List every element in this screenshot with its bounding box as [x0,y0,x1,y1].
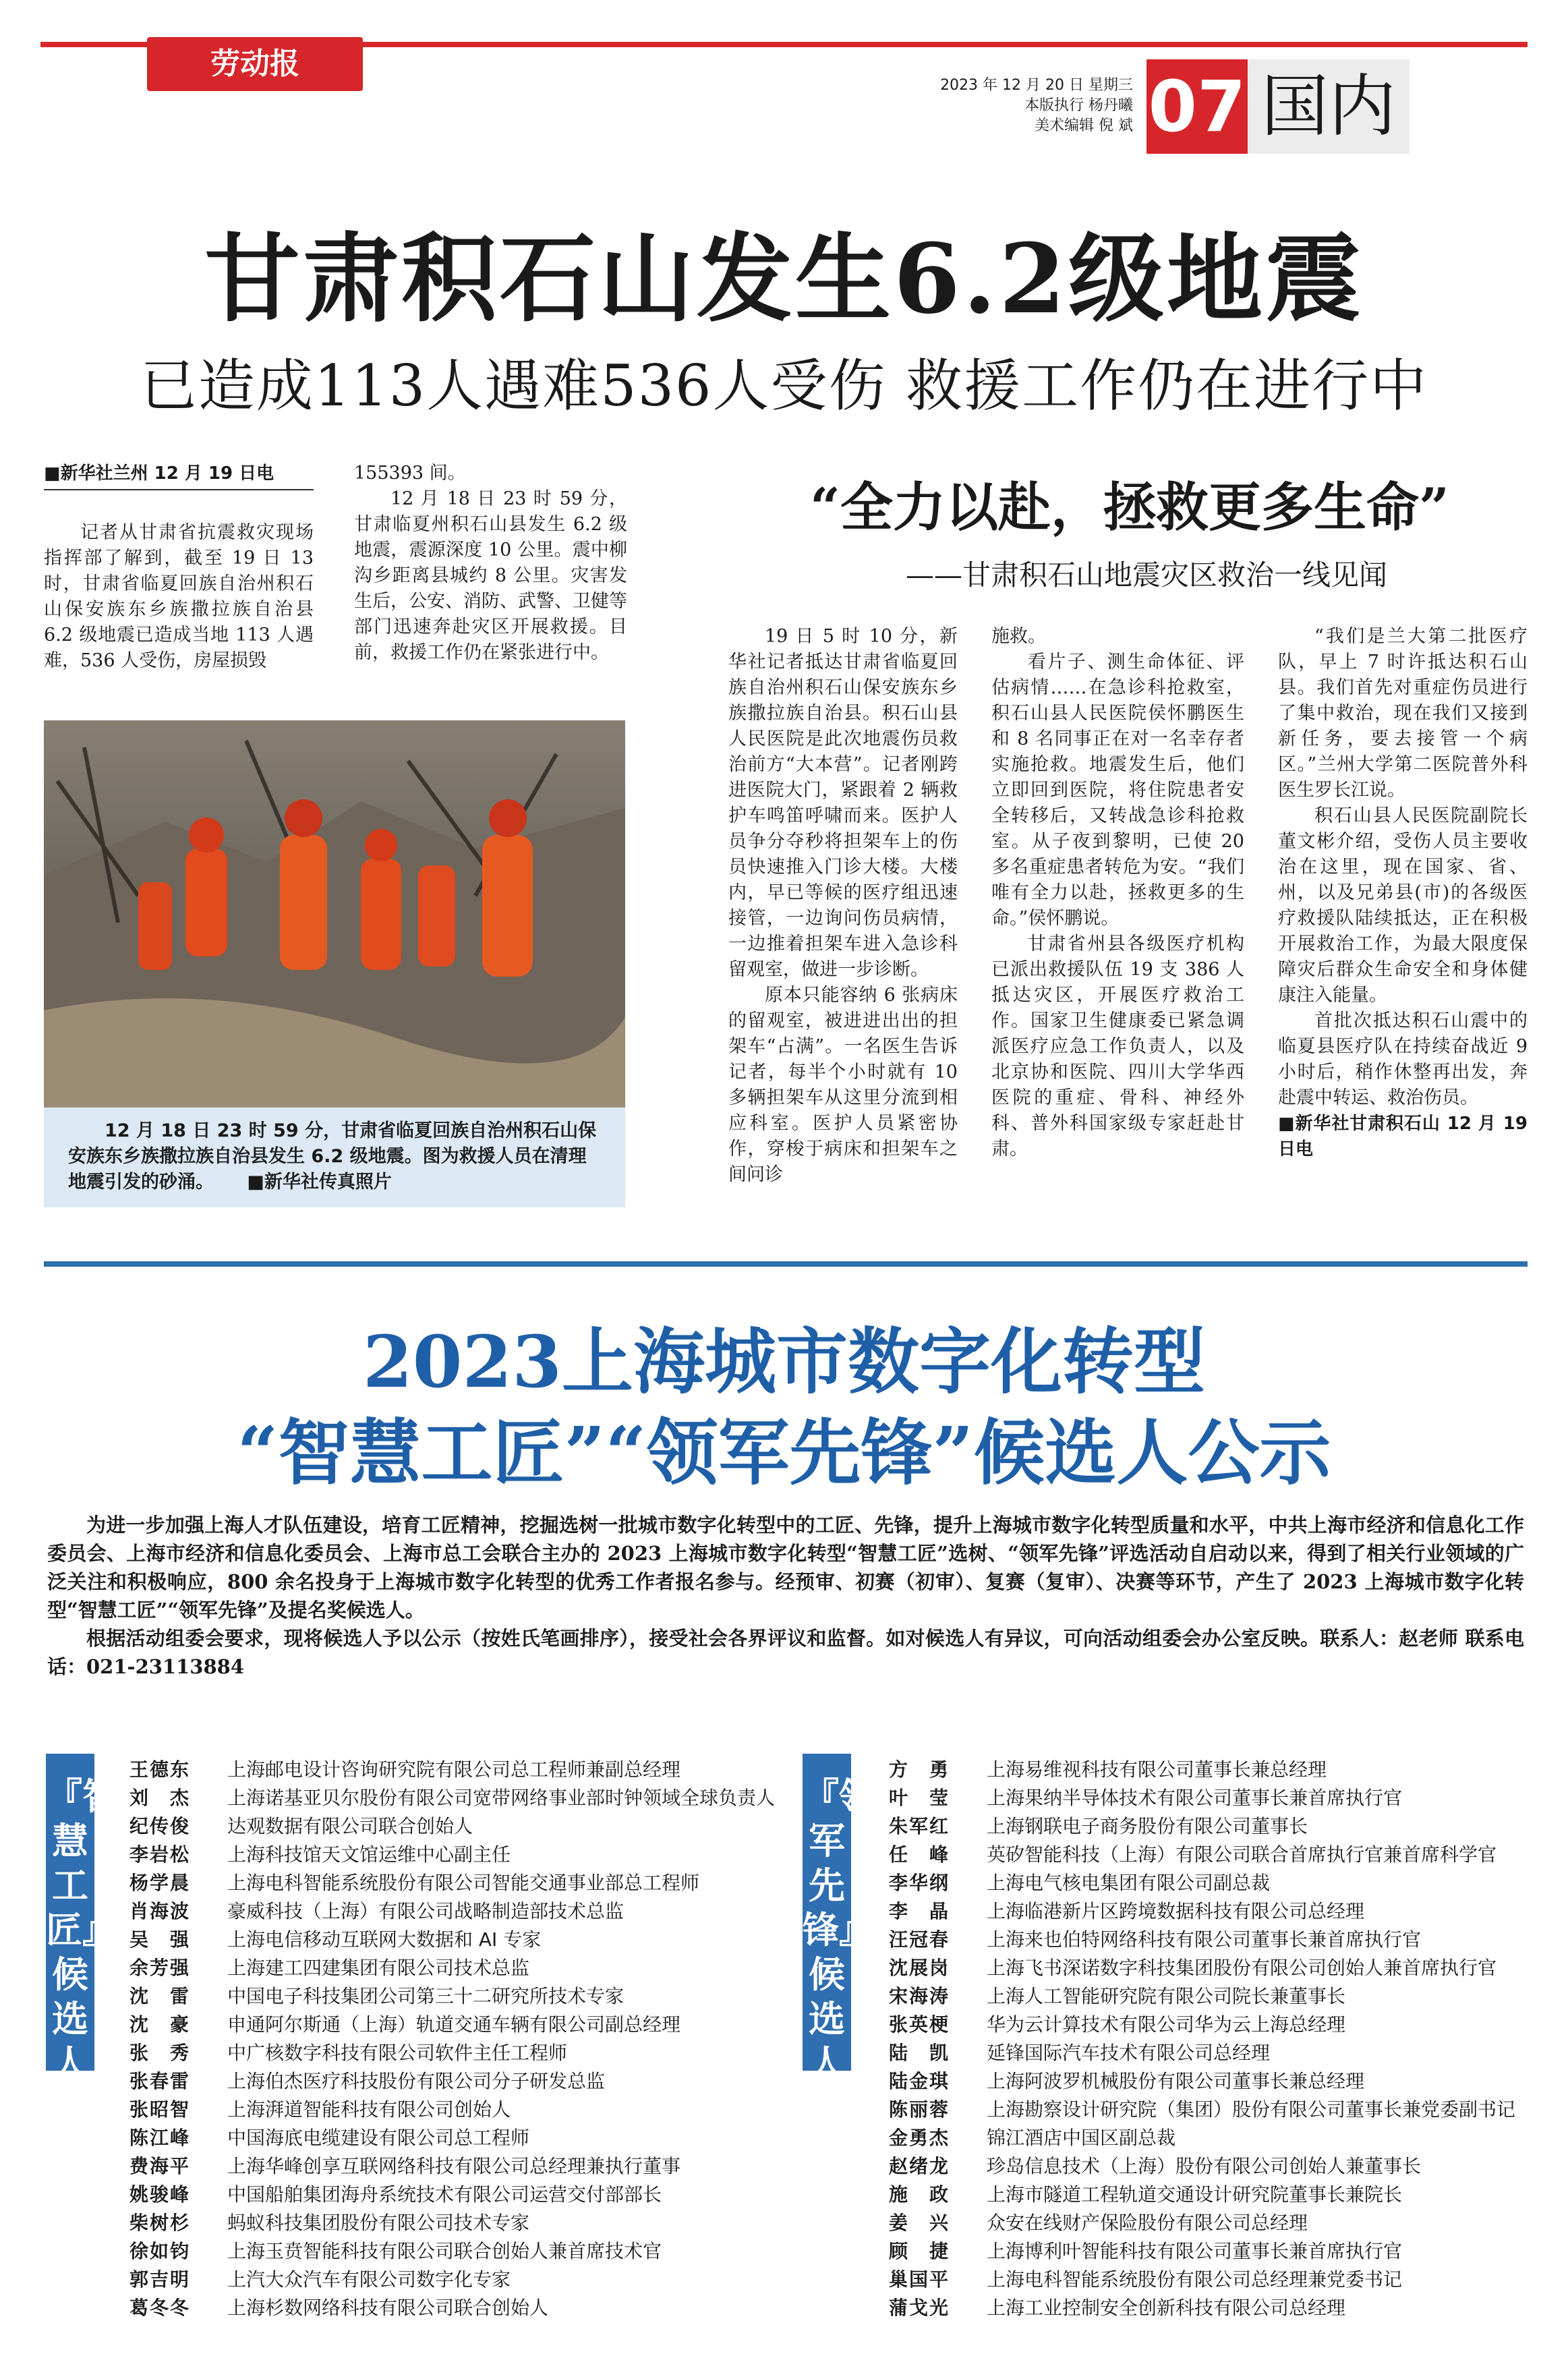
pioneer-leader-list [889,1756,1550,2329]
candidate-name: 任 峰 [889,1843,950,1866]
candidate-organization: 中国电子科技集团公司第三十二研究所技术专家 [227,1985,625,2007]
feature-col2-p3: 甘肃省州县各级医疗机构已派出救援队伍 19 支 386 人抵达灾区，开展医疗救治工作。国家卫生健康委已紧急调派医疗应急工作负责人，以及北京协和医院、四川大学华西医院的重症、骨科、神经外科、普外科国家级专家赶赴甘肃。 [991,933,1244,1159]
candidate-name: 郭吉明 [129,2268,191,2291]
feature-col2-p1: 施救。 [991,626,1046,647]
candidate-organization: 豪威科技（上海）有限公司战略制造部技术总监 [227,1900,625,1922]
candidate-organization: 上海电科智能系统股份有限公司总经理兼党委书记 [987,2268,1403,2291]
photo-caption [68,1118,601,1195]
candidate-organization: 中国船舶集团海舟系统技术有限公司运营交付部部长 [227,2183,662,2206]
feature-col3-p1: “我们是兰大第二批医疗队，早上 7 时许抵达积石山县。我们首先对重症伤员进行了集中救治，现在我们又接到新任务，要去接管一个病区。”兰州大学第二医院普外科医生罗长江说。 [1278,626,1528,801]
candidate-organization: 上海建工四建集团有限公司技术总监 [227,1957,530,1979]
candidate-name: 纪传俊 [129,1815,191,1837]
main-col2-p2: 12 月 18 日 23 时 59 分，甘肃临夏州积石山县发生 6.2 级地震，震源深度 10 公里。震中柳沟乡距离县城约 8 公里。灾害发生后，公安、消防、武警、卫健等部门迅速奔赴灾区开展救援。目前，救援工作仍在紧张进行中。 [354,488,627,663]
candidate-name: 李华纲 [889,1872,950,1894]
label-smart-craftsman: 『智慧工匠』候选人 [46,1754,94,2071]
candidate-organization: 上海电信移动互联网大数据和 AI 专家 [227,1928,542,1951]
candidate-organization: 上海华峰创享互联网络科技有限公司总经理兼执行董事 [227,2155,681,2177]
candidate-name: 徐如钧 [129,2240,191,2262]
candidate-organization: 上海邮电设计咨询研究院有限公司总工程师兼副总经理 [227,1758,681,1781]
candidate-name: 方 勇 [889,1758,950,1781]
main-story-col2 [354,461,627,666]
main-headline: 甘肃积石山发生6.2级地震 [204,223,1364,335]
candidate-name: 陈丽蓉 [889,2098,950,2121]
photo-caption-box [44,1108,625,1207]
main-dateline: ■新华社兰州 12 月 19 日电 [44,461,314,490]
announcement-title-line1: 2023上海城市数字化转型 [362,1319,1206,1404]
feature-title: “全力以赴，拯救更多生命” [810,477,1449,538]
photo-caption-text: 12 月 18 日 23 时 59 分，甘肃省临夏回族自治州积石山保安族东乡族撒拉族自治县发生 6.2 级地震。图为救援人员在清理地震引发的砂涌。 [68,1120,597,1193]
feature-col1-p1: 19 日 5 时 10 分，新华社记者抵达甘肃省临夏回族自治州积石山保安族东乡族撒拉族自治县。积石山县人民医院是此次地震伤员救治前方“大本营”。记者刚跨进医院大门，紧跟着 2 辆救护车鸣笛呼啸而来。医护人员争分夺秒将担架车上的伤员快速推入门诊大楼。大楼内，早已等候的医疗组迅速接管，一边询问伤员病情，一边推着担架车进入急诊科留观室，做进一步诊断。 [728,626,958,980]
candidate-organization: 上海湃道智能科技有限公司创始人 [227,2098,511,2121]
announcement-intro [47,1511,1524,1681]
candidate-name: 张春雷 [129,2070,191,2092]
candidate-organization: 申通阿尔斯通（上海）轨道交通车辆有限公司副总经理 [227,2013,681,2036]
candidate-organization: 上海玉贲智能科技有限公司联合创始人兼首席技术官 [227,2240,662,2262]
candidate-name: 朱军红 [889,1815,950,1837]
main-story-col1 [44,461,314,674]
candidate-name: 张 秀 [129,2042,191,2064]
art-editor: 美术编辑 倪 斌 [1035,117,1133,134]
candidate-name: 肖海波 [129,1900,191,1922]
date-block [931,76,1133,136]
candidate-name: 金勇杰 [889,2127,950,2149]
candidate-name: 蒲戈光 [889,2297,950,2319]
issue-date: 2023 年 12 月 20 日 星期三 [940,77,1133,94]
section-divider [44,1261,1528,1267]
candidate-organization: 众安在线财产保险股份有限公司总经理 [987,2212,1308,2234]
earthquake-rescue-photo [44,720,625,1108]
candidate-name: 李岩松 [129,1843,191,1866]
feature-col3-p2: 积石山县人民医院副院长董文彬介绍，受伤人员主要收治在这里，现在国家、省、州，以及兄弟县(市)的各级医疗救援队陆续抵达，正在积极开展救治工作，为最大限度保障灾后群众生命安全和身体健康注入能量。 [1278,805,1528,1006]
candidate-name: 葛冬冬 [129,2297,191,2319]
candidate-organization: 中广核数字科技有限公司软件主任工程师 [227,2042,568,2064]
candidate-name: 叶 莹 [889,1787,950,1809]
announcement-title-line2: “智慧工匠”“领军先锋”候选人公示 [237,1410,1331,1495]
candidate-name: 沈 雷 [129,1985,191,2007]
newspaper-logo: 劳动报 [147,37,363,91]
candidate-organization: 上海博利叶智能科技有限公司董事长兼首席执行官 [987,2240,1403,2262]
main-col1-p1: 记者从甘肃省抗震救灾现场指挥部了解到，截至 19 日 13 时，甘肃省临夏回族自治州积石山保安族东乡族撒拉族自治县 6.2 级地震已造成当地 113 人遇难，536 人受伤，房屋损毁 [44,522,314,671]
feature-col1-p2: 原本只能容纳 6 张病床的留观室，被进进出出的担架车“占满”。一名医生告诉记者，每半个小时就有 10 多辆担架车从这里分流到相应科室。医护人员紧密协作，穿梭于病床和担架车之间问诊 [728,985,958,1185]
candidate-name: 余芳强 [129,1957,191,1979]
smart-craftsman-list [129,1756,790,2329]
candidate-name: 赵绪龙 [889,2155,950,2177]
feature-col2 [991,624,1244,1162]
candidate-organization: 上海工业控制安全创新科技有限公司总经理 [987,2297,1346,2319]
intro-paragraph-2: 根据活动组委会要求，现将候选人予以公示（按姓氏笔画排序），接受社会各界评议和监督。如对候选人有异议，可向活动组委会办公室反映。联系人：赵老师 联系电话：021-23113884 [47,1627,1524,1678]
feature-dateline: ■新华社甘肃积石山 12 月 19 日电 [1278,1114,1528,1159]
candidate-name: 陆金琪 [889,2070,950,2092]
candidate-organization: 中国海底电缆建设有限公司总工程师 [227,2127,530,2149]
candidate-name: 施 政 [889,2183,950,2206]
feature-col3 [1278,624,1528,1162]
candidate-organization: 延锋国际汽车技术有限公司总经理 [987,2042,1271,2064]
feature-col3-p3: 首批次抵达积石山震中的临夏县医疗队在持续奋战近 9 小时后，稍作休整再出发，奔赴震中转运、救治伤员。 [1278,1010,1528,1108]
page-number: 07 [1146,59,1248,154]
candidate-organization: 上海科技馆天文馆运维中心副主任 [227,1843,511,1866]
candidate-name: 李 晶 [889,1900,950,1922]
candidate-name: 张英梗 [889,2013,950,2036]
candidate-organization: 上海伯杰医疗科技股份有限公司分子研发总监 [227,2070,606,2092]
candidate-name: 沈 豪 [129,2013,191,2036]
candidate-name: 王德东 [129,1758,191,1781]
candidate-organization: 华为云计算技术有限公司华为云上海总经理 [987,2013,1346,2036]
main-subhead: 已造成113人遇难536人受伤 救援工作仍在进行中 [140,353,1428,419]
candidate-organization: 上海飞书深诺数字科技集团股份有限公司创始人兼首席执行官 [987,1957,1497,1979]
section-name: 国内 [1248,59,1410,154]
candidate-organization: 上海电科智能系统股份有限公司智能交通事业部总工程师 [227,1872,700,1894]
candidate-organization: 锦江酒店中国区副总裁 [987,2127,1176,2149]
candidate-organization: 上海市隧道工程轨道交通设计研究院董事长兼院长 [987,2183,1403,2206]
candidate-organization: 上海诺基亚贝尔股份有限公司宽带网络事业部时钟领域全球负责人 [227,1787,776,1809]
candidate-name: 宋海涛 [889,1985,950,2007]
candidate-name: 沈展岗 [889,1957,950,1979]
photo-credit: ■新华社传真照片 [247,1172,392,1193]
candidate-organization: 上海人工智能研究院有限公司院长兼董事长 [987,1985,1346,2007]
candidate-name: 陆 凯 [889,2042,950,2064]
candidate-organization: 上海临港新片区跨境数据科技有限公司总经理 [987,1900,1365,1922]
candidate-organization: 上海来也伯特网络科技有限公司董事长兼首席执行官 [987,1928,1422,1951]
candidate-organization: 达观数据有限公司联合创始人 [227,1815,473,1837]
candidate-organization: 珍岛信息技术（上海）股份有限公司创始人兼董事长 [987,2155,1422,2177]
candidate-organization: 上海杉数网络科技有限公司联合创始人 [227,2297,549,2319]
candidate-organization: 上海易维视科技有限公司董事长兼总经理 [987,1758,1327,1781]
candidate-organization: 上海阿波罗机械股份有限公司董事长兼总经理 [987,2070,1365,2092]
page-executive: 本版执行 杨丹曦 [1024,97,1133,114]
candidate-name: 费海平 [129,2155,191,2177]
candidate-organization: 上海勘察设计研究院（集团）股份有限公司董事长兼党委副书记 [987,2098,1516,2121]
candidate-name: 姜 兴 [889,2212,950,2234]
label-pioneer-leader: 『领军先锋』候选人 [803,1754,851,2071]
feature-col2-p2: 看片子、测生命体征、评估病情……在急诊科抢救室，积石山县人民医院侯怀鹏医生和 8 名同事正在对一名幸存者实施抢救。地震发生后，他们立即回到医院，将住院患者安全转移后，又转战急诊科抢救室。从子夜到黎明，已使 20 多名重症患者转危为安。“我们唯有全力以赴，拯救更多的生命。”侯怀鹏说。 [991,652,1244,929]
candidate-name: 张昭智 [129,2098,191,2121]
candidate-organization: 蚂蚁科技集团股份有限公司技术专家 [227,2212,530,2234]
candidate-name: 杨学晨 [129,1872,191,1894]
candidate-name: 吴 强 [129,1928,191,1951]
feature-col1 [728,624,958,1188]
candidate-organization: 英矽智能科技（上海）有限公司联合首席执行官兼首席科学官 [987,1843,1497,1866]
candidate-organization: 上海电气核电集团有限公司副总裁 [987,1872,1271,1894]
intro-paragraph-1: 为进一步加强上海人才队伍建设，培育工匠精神，挖掘选树一批城市数字化转型中的工匠、先锋，提升上海城市数字化转型质量和水平，中共上海市经济和信息化工作委员会、上海市经济和信息化委员会、上海市总工会联合主办的 2023 上海城市数字化转型“智慧工匠”选树、“领军先锋”评选活动自启动以来，得到了相关行业领域的广泛关注和积极响应，800 余名投身于上海城市数字化转型的优秀工作者报名参与。经预审、初赛（初审）、复赛（复审）、决赛等环节，产生了 2023 上海城市数字化转型“智慧工匠”“领军先锋”及提名奖候选人。 [47,1514,1524,1621]
candidate-name: 刘 杰 [129,1787,191,1809]
candidate-organization: 上海果纳半导体技术有限公司董事长兼首席执行官 [987,1787,1403,1809]
candidate-name: 巢国平 [889,2268,950,2291]
candidate-organization: 上海钢联电子商务股份有限公司董事长 [987,1815,1308,1837]
candidate-name: 姚骏峰 [129,2183,191,2206]
candidate-name: 陈江峰 [129,2127,191,2149]
candidate-name: 顾 捷 [889,2240,950,2262]
candidate-organization: 上汽大众汽车有限公司数字化专家 [227,2268,511,2291]
main-col2-p1: 155393 间。 [354,463,466,484]
rescue-photo-illustration [44,720,625,1108]
candidate-name: 柴树杉 [129,2212,191,2234]
candidate-name: 汪冠春 [889,1928,950,1951]
feature-subtitle: ——甘肃积石山地震灾区救治一线见闻 [905,558,1387,592]
